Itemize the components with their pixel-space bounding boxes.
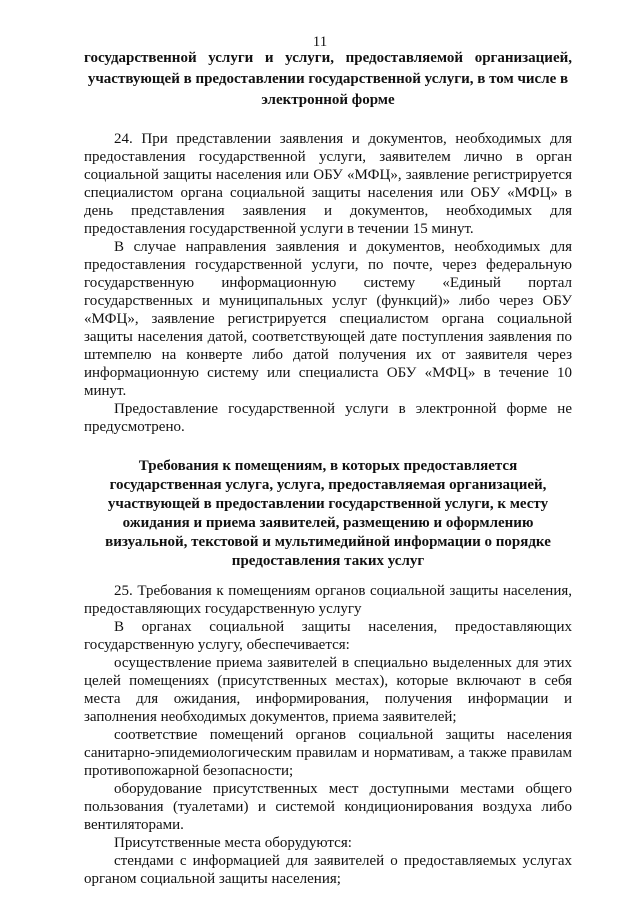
text-line: пользования (туалетами) и системой кондиционирования воздуха либо — [84, 799, 572, 815]
text-line: 25. Требования к помещениям органов социальной защиты населения, — [114, 583, 572, 599]
text-line: информационную систему или специалиста ОБУ «МФЦ» в течение 10 — [84, 365, 572, 381]
text-line: санитарно-эпидемиологическим правилам и нормативам, а также правилам — [84, 745, 572, 761]
text-line: целей помещениях (присутственных местах), которые включают в себя — [84, 673, 572, 689]
text-line: государственную информационную систему «Единый портал — [84, 275, 572, 291]
heading-line: участвующей в предоставлении государственной услуги, в том числе в — [87, 71, 569, 87]
heading-line: государственной услуги и услуги, предоставляемой организацией, — [84, 50, 572, 66]
text-line: В случае направления заявления и документов, необходимых для — [114, 239, 572, 255]
text-line: защиты населения датой, соответствующей дате поступления заявления по — [84, 329, 572, 345]
text-line: специалистом органа социальной защиты населения или ОБУ «МФЦ» в — [84, 185, 572, 201]
text-line: предоставления государственной услуги, заявителем лично в орган — [84, 149, 572, 165]
text-line: вентиляторами. — [84, 817, 184, 833]
text-line: предоставления государственной услуги, по почте, через федеральную — [84, 257, 572, 273]
text-line: «МФЦ», заявление регистрируется специалистом органа социальной — [84, 311, 572, 327]
text-line: Предоставление государственной услуги в электронной форме не — [114, 401, 572, 417]
text-line: государственных и муниципальных услуг (функций)» либо через ОБУ — [84, 293, 572, 309]
text-line: оборудование присутственных мест доступными местами общего — [114, 781, 572, 797]
heading-line: визуальной, текстовой и мультимедийной информации о порядке — [105, 534, 551, 550]
text-line: В органах социальной защиты населения, предоставляющих — [114, 619, 572, 635]
text-line: социальной защиты населения или ОБУ «МФЦ», заявление регистрируется — [84, 167, 572, 183]
text-line: Присутственные места оборудуются: — [114, 835, 352, 851]
text-line: противопожарной безопасности; — [84, 763, 294, 779]
heading-line: Требования к помещениям, в которых предоставляется — [138, 458, 518, 474]
text-line: заполнения необходимых документов, приема заявителей; — [84, 709, 457, 725]
text-line: предусмотрено. — [84, 419, 185, 435]
text-line: штемпелю на конверте либо датой получения их от заявителя через — [84, 347, 572, 363]
text-line: соответствие помещений органов социальной защиты населения — [114, 727, 572, 743]
text-line: минут. — [84, 383, 127, 399]
text-line: предоставляющих государственную услугу — [84, 601, 362, 617]
text-line: органом социальной защиты населения; — [84, 871, 341, 887]
text-line: 24. При представлении заявления и документов, необходимых для — [114, 131, 572, 147]
page-number: 11 — [312, 34, 328, 50]
text-line: предоставления государственной услуги в течении 15 минут. — [84, 221, 474, 237]
heading-line: ожидания и приема заявителей, размещению и оформлению — [122, 515, 534, 531]
heading-line: предоставления таких услуг — [231, 553, 425, 569]
text-line: день представления заявления и документов, необходимых для — [84, 203, 572, 219]
heading-line: электронной форме — [261, 92, 395, 108]
text-line: осуществление приема заявителей в специально выделенных для этих — [114, 655, 572, 671]
text-line: места для ожидания, информирования, получения информации и — [84, 691, 572, 707]
heading-line: государственная услуга, услуга, предоставляемая организацией, — [109, 477, 547, 493]
heading-line: участвующей в предоставлении государственной услуги, к месту — [107, 496, 549, 512]
text-line: государственную услугу, обеспечивается: — [84, 637, 350, 653]
text-line: стендами с информацией для заявителей о предоставляемых услугах — [114, 853, 572, 869]
